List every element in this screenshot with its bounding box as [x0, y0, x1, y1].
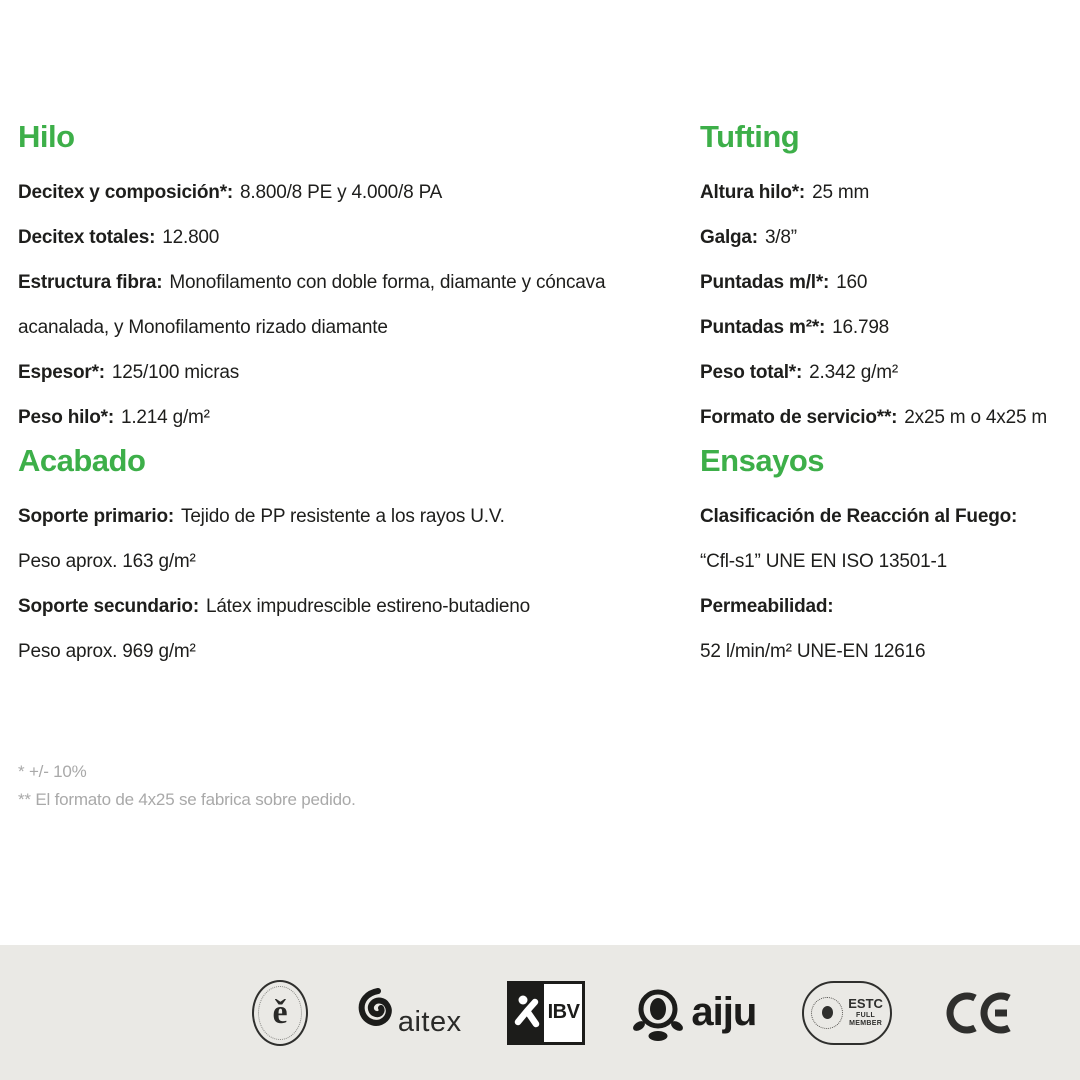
spec-value: “Cfl-s1” UNE EN ISO 13501-1 [700, 551, 947, 572]
ce-mark-logo [938, 989, 1016, 1037]
estc-text-stack [848, 997, 883, 1028]
section-hilo [18, 118, 658, 440]
section-title-ensayos: Ensayos [700, 443, 825, 478]
estc-member-label: MEMBER [849, 1019, 883, 1027]
spec-row [700, 395, 1080, 440]
spec-row [700, 170, 1080, 215]
spec-value: 52 l/min/m² UNE-EN 12616 [700, 641, 926, 662]
spec-value: Tejido de PP resistente a los rayos U.V. [181, 506, 505, 527]
spec-value: Peso aprox. 969 g/m² [18, 641, 196, 662]
spec-row [700, 350, 1080, 395]
spec-row [18, 584, 638, 629]
spec-value: 25 mm [812, 182, 870, 203]
spec-row [18, 629, 638, 674]
spec-label: Peso total*: [700, 362, 803, 383]
spec-label: Estructura fibra: [18, 272, 163, 293]
quality-seal-logo [252, 980, 308, 1046]
estc-seal-core [822, 1006, 833, 1019]
spec-row [700, 215, 1080, 260]
ibv-box [507, 981, 585, 1045]
section-acabado [18, 442, 658, 674]
spec-value: 3/8” [764, 227, 797, 248]
ibv-logo [507, 981, 585, 1045]
spec-value: Monofilamento con doble forma, diamante y cóncava acanalada, y Monofilamento rizado diamante [18, 272, 606, 338]
certification-footer [0, 945, 1080, 1080]
spec-row [700, 494, 1080, 539]
footnote-tolerance: * +/- 10% [18, 762, 87, 781]
aitex-spiral-icon [354, 987, 402, 1039]
spec-row [18, 494, 638, 539]
spec-grid [18, 118, 1080, 674]
spec-row [700, 260, 1080, 305]
spec-value: 16.798 [832, 317, 890, 338]
estc-seal-icon [811, 997, 843, 1029]
spec-row [18, 260, 638, 350]
aiju-figure-icon [631, 984, 685, 1042]
spec-label: Puntadas m²*: [700, 317, 826, 338]
spec-row [18, 539, 638, 584]
spec-row [18, 170, 638, 215]
spec-row [18, 215, 638, 260]
aitex-wordmark: aitex [397, 1005, 462, 1038]
footnotes [18, 758, 1080, 814]
spec-label: Espesor*: [18, 362, 105, 383]
spec-row [700, 539, 1080, 584]
ibv-figure-icon [510, 984, 544, 1042]
spec-label: Peso hilo*: [18, 407, 114, 428]
spec-value: 160 [836, 272, 868, 293]
section-tufting [700, 118, 1080, 440]
spec-value: 12.800 [162, 227, 220, 248]
spec-label: Altura hilo*: [700, 182, 806, 203]
section-title-tufting: Tufting [700, 119, 800, 154]
spec-value: 2.342 g/m² [809, 362, 898, 383]
estc-logo [802, 981, 892, 1045]
section-title-hilo: Hilo [18, 119, 75, 154]
ibv-wordmark-panel [544, 984, 582, 1042]
spec-label: Decitex totales: [18, 227, 156, 248]
estc-badge [802, 981, 892, 1045]
spec-value: Látex impudrescible estireno-butadieno [205, 596, 530, 617]
spec-label: Galga: [700, 227, 758, 248]
spec-row [18, 350, 638, 395]
spec-label: Permeabilidad: [700, 596, 834, 617]
spec-value: 1.214 g/m² [120, 407, 210, 428]
estc-wordmark: ESTC [848, 995, 883, 1011]
seal-e-glyph: ě [272, 993, 288, 1031]
spec-value: 8.800/8 PE y 4.000/8 PA [240, 182, 443, 203]
spec-value: 2x25 m o 4x25 m [904, 407, 1048, 428]
spec-row [700, 305, 1080, 350]
footnote-format: ** El formato de 4x25 se fabrica sobre pedido. [18, 790, 356, 809]
spec-label: Soporte secundario: [18, 596, 199, 617]
aitex-logo [354, 987, 462, 1039]
spec-row [700, 584, 1080, 629]
spec-row [700, 629, 1080, 674]
spec-label: Soporte primario: [18, 506, 175, 527]
aiju-logo [631, 984, 756, 1042]
seal-text-ring [258, 986, 302, 1040]
quality-seal-icon [252, 980, 308, 1046]
spec-label: Decitex y composición*: [18, 182, 234, 203]
spec-label: Puntadas m/l*: [700, 272, 830, 293]
spec-value: 125/100 micras [111, 362, 240, 383]
ibv-wordmark: IBV [547, 1001, 580, 1023]
ce-mark-icon [938, 989, 1016, 1037]
spec-label: Clasificación de Reacción al Fuego: [700, 506, 1018, 527]
section-title-acabado: Acabado [18, 443, 146, 478]
estc-full-label: FULL [856, 1011, 876, 1019]
spec-row [18, 395, 638, 440]
spec-value: Peso aprox. 163 g/m² [18, 551, 196, 572]
spec-label: Formato de servicio**: [700, 407, 898, 428]
section-ensayos [700, 442, 1080, 674]
aiju-wordmark: aiju [691, 990, 757, 1034]
